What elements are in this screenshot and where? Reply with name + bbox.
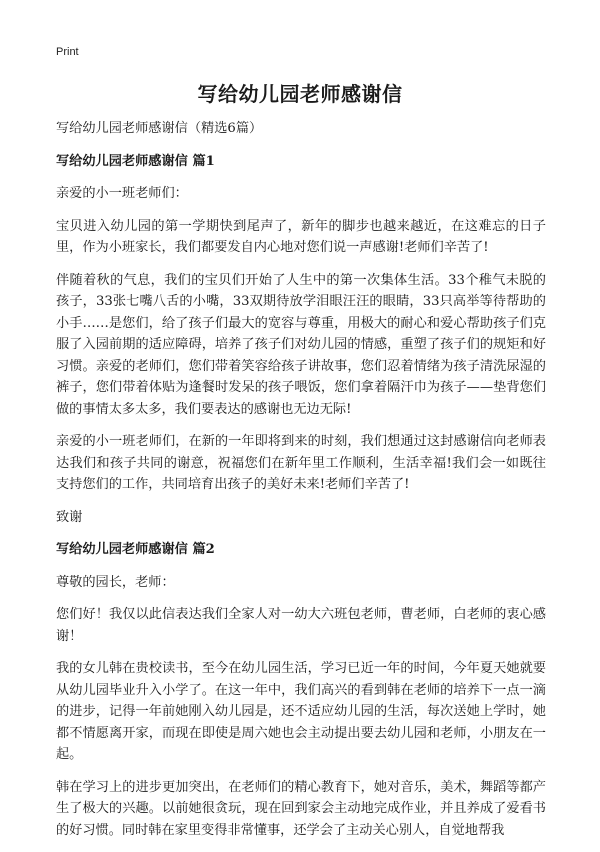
print-label[interactable]: Print [56, 46, 79, 58]
paragraph: 亲爱的小一班老师们，在新的一年即将到来的时刻，我们想通过这封感谢信向老师表达我们和孩子共同的谢意，祝福您们在新年里工作顺利，生活幸福!我们会一如既往支持您们的工作，共同培育出孩子的美好未来!老师们辛苦了! [56, 434, 546, 492]
section-heading-2: 写给幼儿园老师感谢信 篇2 [56, 542, 215, 557]
paragraph: 韩在学习上的进步更加突出，在老师们的精心教育下，她对音乐，美术，舞蹈等都产生了极大的兴趣。以前她很贪玩，现在回到家会主动地完成作业，并且养成了爱看书的好习惯。同时韩在家里变得非常懂事，还学会了主动关心别人，自觉地帮我 [56, 779, 546, 838]
section-heading-1: 写给幼儿园老师感谢信 篇1 [56, 153, 215, 169]
paragraph: 伴随着秋的气息，我们的宝贝们开始了人生中的第一次集体生活。33个稚气未脱的孩子，33张七嘴八舌的小嘴，33双期待放学泪眼汪汪的眼睛，33只高举等待帮助的小手……是您们，给了孩子们最大的宽容与尊重，用极大的耐心和爱心帮助孩子们克服了入园前期的适应障碍，培养了孩子们对幼儿园的情感，重塑了孩子们的规矩和好习惯。亲爱的老师们，您们带着笑容给孩子讲故事，您们忍着情绪为孩子清洗尿湿的裤子，您们带着体贴为逢餐时发呆的孩子喂饭，您们拿着隔汗巾为孩子——垫背您们做的事情太多太多，我们要表达的感谢也无边无际! [56, 272, 546, 417]
paragraph: 您们好！我仅以此信表达我们全家人对一幼大六班包老师，曹老师，白老师的衷心感谢！ [56, 607, 546, 644]
document-title: 写给幼儿园老师感谢信 [197, 82, 403, 106]
paragraph: 宝贝进入幼儿园的第一学期快到尾声了，新年的脚步也越来越近，在这难忘的日子里，作为小班家长，我们都要发自内心地对您们说一声感谢!老师们辛苦了! [56, 218, 546, 255]
paragraph: 尊敬的园长，老师： [56, 574, 175, 590]
paragraph: 致谢 [56, 509, 83, 525]
document-subtitle: 写给幼儿园老师感谢信（精选6篇） [56, 121, 263, 136]
paragraph: 我的女儿韩在贵校读书，至今在幼儿园生活，学习已近一年的时间，今年夏天她就要从幼儿园毕业升入小学了。在这一年中，我们高兴的看到韩在老师的培养下一点一滴的进步，记得一年前她刚入幼儿园是，还不适应幼儿园的生活，每次送她上学时，她都不情愿离开家，而现在即使是周六她也会主动提出要去幼儿园和老师，小朋友在一起。 [56, 661, 546, 762]
paragraph: 亲爱的小一班老师们： [56, 186, 188, 201]
document-body [56, 118, 546, 852]
